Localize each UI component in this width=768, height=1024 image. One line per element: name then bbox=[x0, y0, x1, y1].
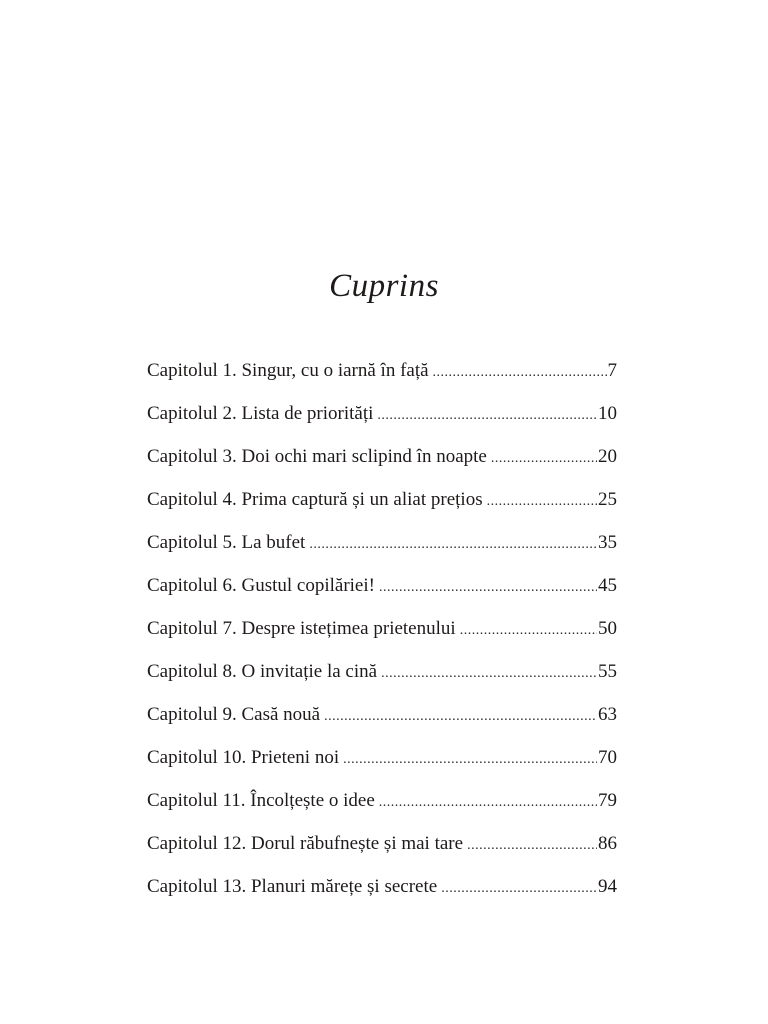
toc-entry bbox=[147, 349, 617, 392]
dot-leader bbox=[467, 824, 597, 865]
dot-leader bbox=[379, 566, 597, 607]
chapter-title: Capitolul 6. Gustul copilăriei! bbox=[147, 575, 375, 596]
page-number: 10 bbox=[598, 403, 617, 424]
toc-entry bbox=[147, 521, 617, 564]
toc-entry bbox=[147, 650, 617, 693]
toc-entry bbox=[147, 478, 617, 521]
toc-entry bbox=[147, 435, 617, 478]
dot-leader bbox=[491, 437, 597, 478]
chapter-title: Capitolul 3. Doi ochi mari sclipind în noapte bbox=[147, 446, 487, 467]
dot-leader bbox=[309, 523, 597, 564]
dot-leader bbox=[381, 652, 597, 693]
toc-entry bbox=[147, 736, 617, 779]
page-number: 94 bbox=[598, 876, 617, 897]
dot-leader bbox=[324, 695, 597, 736]
toc-entry bbox=[147, 779, 617, 822]
chapter-title: Capitolul 2. Lista de priorități bbox=[147, 403, 374, 424]
chapter-title: Capitolul 11. Încolțește o idee bbox=[147, 790, 375, 811]
page-number: 63 bbox=[598, 704, 617, 725]
chapter-title: Capitolul 1. Singur, cu o iarnă în față bbox=[147, 360, 429, 381]
chapter-title: Capitolul 9. Casă nouă bbox=[147, 704, 321, 725]
chapter-title: Capitolul 12. Dorul răbufnește și mai tare bbox=[147, 833, 464, 854]
toc-entry bbox=[147, 865, 617, 908]
page-number: 45 bbox=[598, 575, 617, 596]
page-number: 55 bbox=[598, 661, 617, 682]
page-number: 25 bbox=[598, 489, 617, 510]
toc-entry bbox=[147, 693, 617, 736]
chapter-title: Capitolul 7. Despre istețimea prietenului bbox=[147, 618, 456, 639]
dot-leader bbox=[433, 351, 607, 392]
chapter-title: Capitolul 4. Prima captură și un aliat prețios bbox=[147, 489, 483, 510]
page-title: Cuprins bbox=[329, 268, 439, 304]
page-number: 20 bbox=[598, 446, 617, 467]
dot-leader bbox=[379, 781, 597, 822]
dot-leader bbox=[377, 394, 597, 435]
dot-leader bbox=[343, 738, 597, 779]
chapter-title: Capitolul 5. La bufet bbox=[147, 532, 306, 553]
page-number: 79 bbox=[598, 790, 617, 811]
dot-leader bbox=[441, 867, 597, 908]
toc-entry bbox=[147, 607, 617, 650]
chapter-title: Capitolul 13. Planuri mărețe și secrete bbox=[147, 876, 438, 897]
toc-entry bbox=[147, 564, 617, 607]
page-number: 70 bbox=[598, 747, 617, 768]
chapter-title: Capitolul 10. Prieteni noi bbox=[147, 747, 340, 768]
chapter-title: Capitolul 8. O invitație la cină bbox=[147, 661, 378, 682]
page-number: 35 bbox=[598, 532, 617, 553]
page-number: 50 bbox=[598, 618, 617, 639]
table-of-contents bbox=[147, 349, 617, 908]
dot-leader bbox=[460, 609, 597, 650]
page-number: 86 bbox=[598, 833, 617, 854]
dot-leader bbox=[487, 480, 597, 521]
toc-entry bbox=[147, 392, 617, 435]
page-number: 7 bbox=[607, 360, 617, 381]
toc-entry bbox=[147, 822, 617, 865]
